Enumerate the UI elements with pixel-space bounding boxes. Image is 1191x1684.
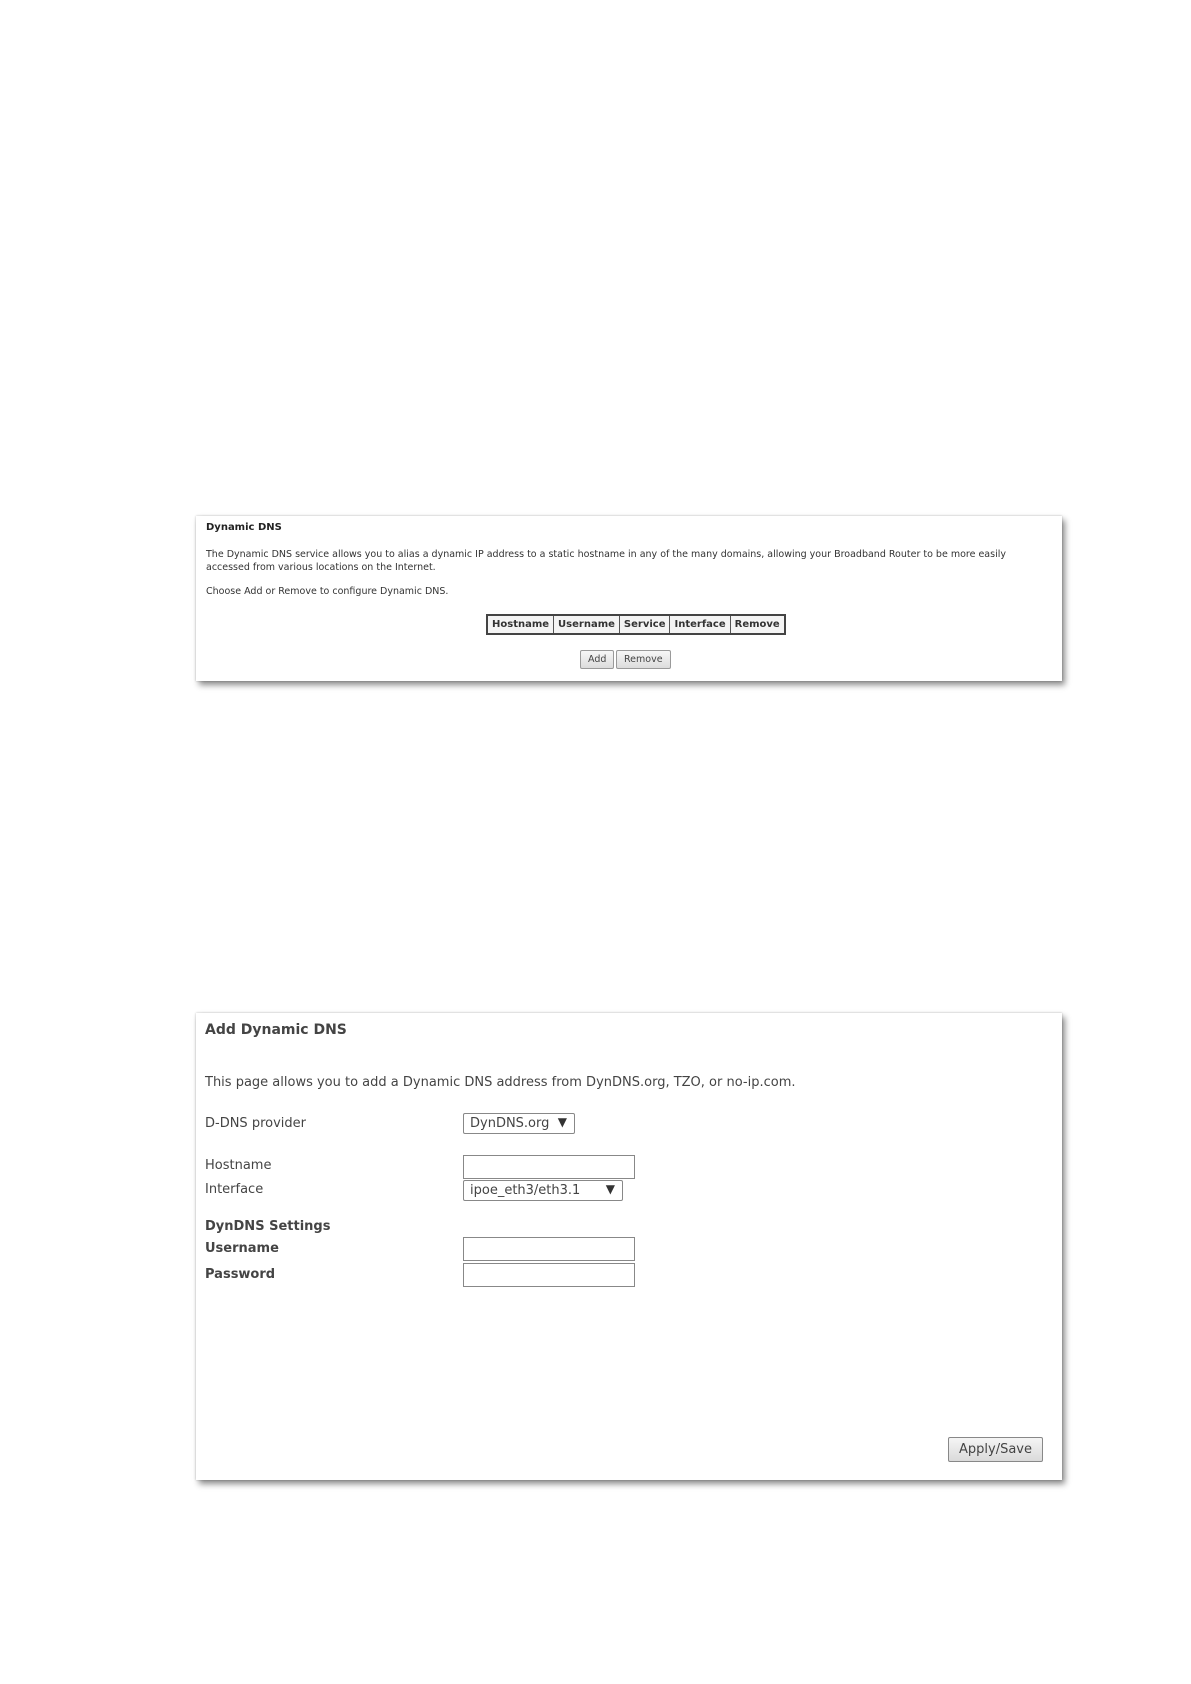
ddns-table: [486, 614, 786, 635]
provider-label: D-DNS provider: [205, 1116, 306, 1131]
hostname-label: Hostname: [205, 1158, 272, 1173]
column-interface: Interface: [670, 615, 730, 634]
chevron-down-icon: ▼: [557, 1115, 567, 1129]
settings-heading: DynDNS Settings: [205, 1219, 331, 1234]
interface-value: ipoe_eth3/eth3.1: [470, 1183, 581, 1198]
column-remove: Remove: [730, 615, 785, 634]
interface-label: Interface: [205, 1182, 264, 1197]
password-label: Password: [205, 1267, 276, 1282]
provider-select[interactable]: [463, 1113, 575, 1134]
provider-value: DynDNS.org: [470, 1116, 550, 1131]
panel-title: Add Dynamic DNS: [205, 1022, 347, 1038]
add-button[interactable]: Add: [580, 650, 614, 669]
panel-description: This page allows you to add a Dynamic DNS address from DynDNS.org, TZO, or no-ip.com.: [205, 1075, 796, 1090]
interface-select[interactable]: [463, 1180, 623, 1201]
column-service: Service: [619, 615, 670, 634]
column-username: Username: [554, 615, 620, 634]
dynamic-dns-panel: [196, 516, 1062, 681]
chevron-down-icon: ▼: [605, 1182, 615, 1196]
username-input[interactable]: [463, 1237, 635, 1261]
column-hostname: Hostname: [487, 615, 554, 634]
hostname-input[interactable]: [463, 1155, 635, 1179]
panel-title: Dynamic DNS: [206, 522, 282, 533]
panel-hint: Choose Add or Remove to configure Dynamic DNS.: [206, 586, 449, 597]
apply-save-button[interactable]: Apply/Save: [948, 1437, 1043, 1462]
username-label: Username: [205, 1241, 279, 1256]
add-dynamic-dns-panel: [196, 1013, 1062, 1480]
table-header-row: [487, 615, 785, 634]
remove-button[interactable]: Remove: [616, 650, 671, 669]
password-input[interactable]: [463, 1263, 635, 1287]
panel-description: The Dynamic DNS service allows you to alias a dynamic IP address to a static hostname in any of the many domains, allowing your Broadband Router to be more easily accessed from various locations on the Internet.: [206, 549, 1006, 573]
